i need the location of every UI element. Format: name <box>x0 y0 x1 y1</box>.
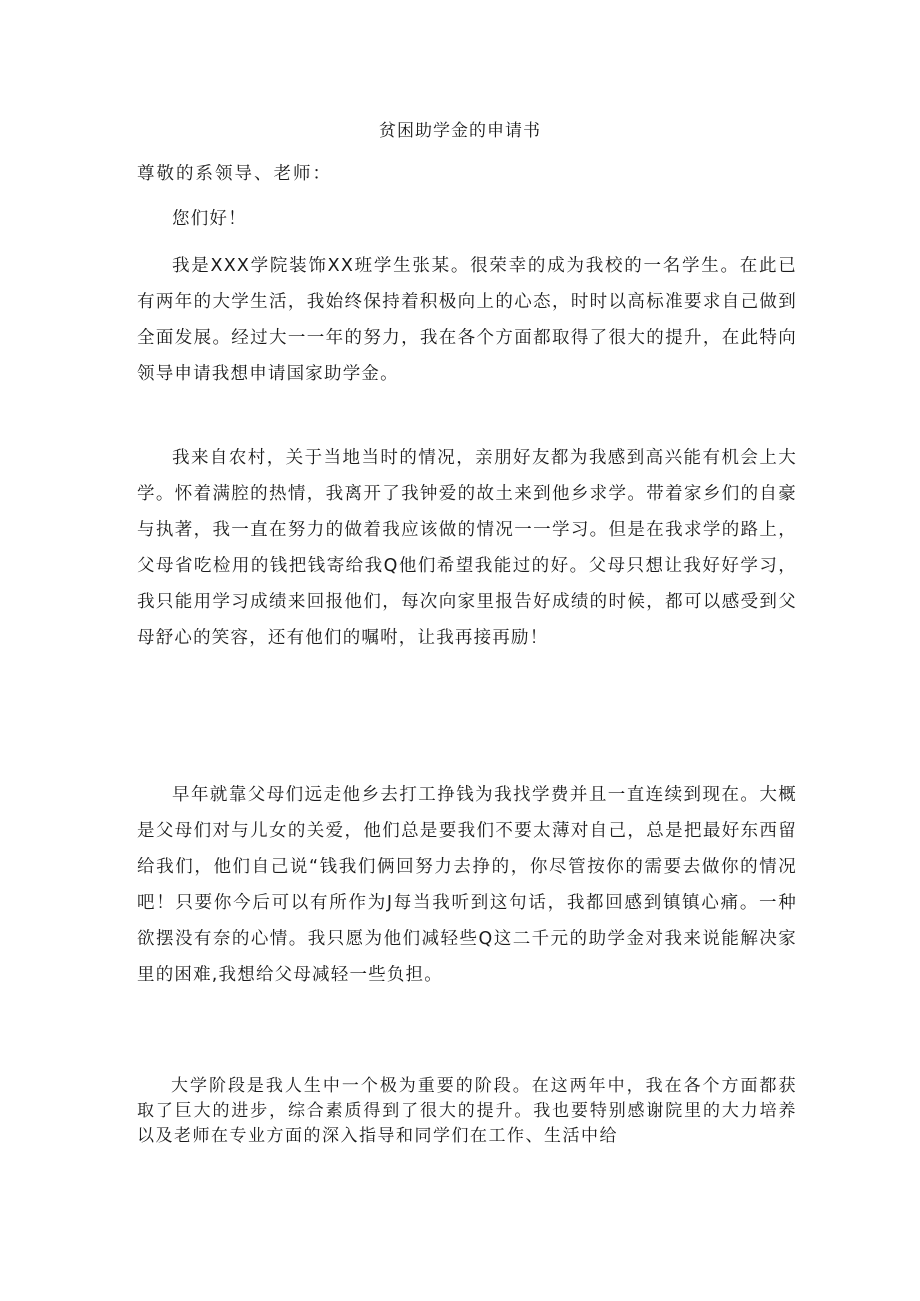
body-paragraph-1: 我是XXX学院装饰XX班学生张某。很荣幸的成为我校的一名学生。在此已有两年的大学生活，我始终保持着积极向上的心态，时时以高标准要求自己做到全面发展。经过大一一年的努力，我在各个方面都取得了很大的提升，在此特向领导申请我想申请国家助学金。 <box>137 256 797 384</box>
greeting: 您们好！ <box>172 209 247 229</box>
body-paragraph-4: 大学阶段是我人生中一个极为重要的阶段。在这两年中，我在各个方面都获取了巨大的进步，综合素质得到了很大的提升。我也要特别感谢院里的大力培养以及老师在专业方面的深入指导和同学们在工作、生活中给 <box>137 1076 797 1146</box>
body-paragraph-3: 早年就靠父母们远走他乡去打工挣钱为我找学费并且一直连续到现在。大概是父母们对与儿女的关爱，他们总是要我们不要太薄对自己，总是把最好东西留给我们，他们自己说“钱我们俩回努力去挣的，你尽管按你的需要去做你的情况吧！只要你今后可以有所作为J每当我听到这句话，我都回感到镇镇心痛。一种欲摆没有奈的心情。我只愿为他们减轻些Q这二千元的助学金对我来说能解决家里的困难,我想给父母减轻一些负担。 <box>137 785 797 985</box>
body-paragraph-2: 我来自农村，关于当地当时的情况，亲朋好友都为我感到高兴能有机会上大学。怀着满腔的热情，我离开了我钟爱的故土来到他乡求学。带着家乡们的自豪与执著，我一直在努力的做着我应该做的情况一一学习。但是在我求学的路上，父母省吃检用的钱把钱寄给我Q他们希望我能过的好。父母只想让我好好学习，我只能用学习成绩来回报他们，每次向家里报告好成绩的时候，都可以感受到父母舒心的笑容，还有他们的嘱咐，让我再接再励！ <box>137 448 797 648</box>
document-title: 贫困助学金的申请书 <box>379 121 541 141</box>
salutation: 尊敬的系领导、老师： <box>137 164 332 184</box>
